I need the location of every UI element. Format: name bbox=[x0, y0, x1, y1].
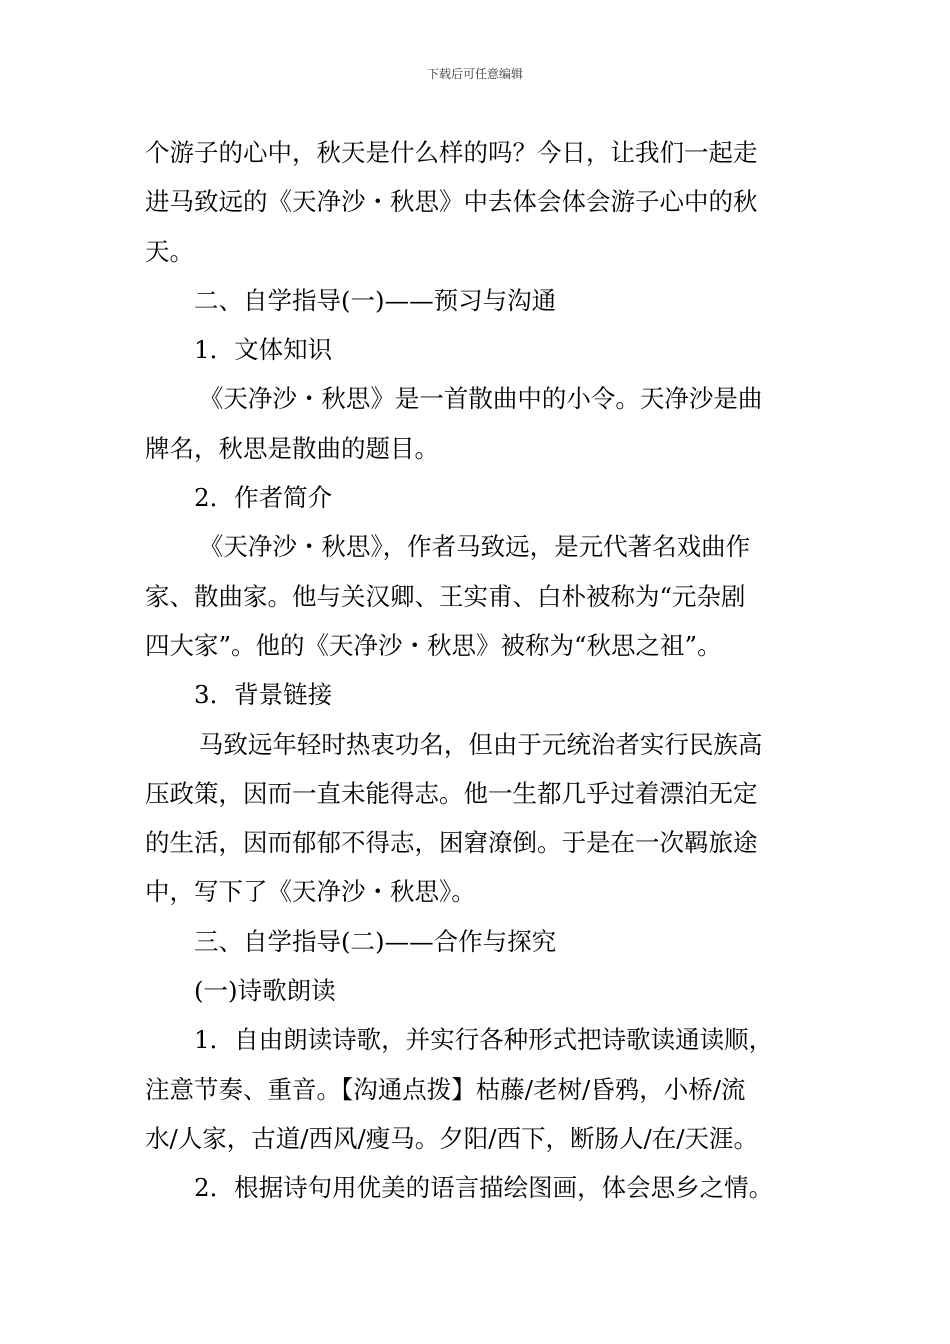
text-line: (一)诗歌朗读 bbox=[194, 976, 336, 1006]
text-line: 个游子的心中，秋天是什么样的吗？今日，让我们一起走 bbox=[145, 138, 758, 167]
document-body bbox=[145, 128, 810, 1213]
text-line: 《天净沙・秋思》是一首散曲中的小令。天净沙是曲 bbox=[198, 384, 763, 414]
subheading-genre-knowledge bbox=[145, 325, 810, 374]
paragraph-describe-picture bbox=[145, 1163, 810, 1212]
paragraph-author-intro bbox=[145, 522, 810, 670]
text-line: 注意节奏、重音。【沟通点拨】枯藤/老树/昏鸦，小桥/流 bbox=[145, 1074, 746, 1104]
page-header-note: 下载后可任意编辑 bbox=[426, 67, 523, 81]
text-line: 家、散曲家。他与关汉卿、王实甫、白朴被称为“元杂剧 bbox=[145, 581, 746, 611]
subheading-author-intro bbox=[145, 473, 810, 522]
paragraph-background bbox=[145, 720, 810, 917]
text-line: 四大家”。他的《天净沙・秋思》被称为“秋思之祖”。 bbox=[145, 630, 722, 660]
text-line: 2．作者简介 bbox=[194, 483, 333, 513]
text-line: 进马致远的《天净沙・秋思》中去体会体会游子心中的秋 bbox=[145, 187, 758, 217]
section-heading-self-study-1 bbox=[145, 276, 810, 325]
text-line: 1．文体知识 bbox=[194, 335, 333, 365]
subheading-poem-reading bbox=[145, 966, 810, 1015]
text-line: 水/人家，古道/西风/瘦马。夕阳/西下，断肠人/在/天涯。 bbox=[145, 1123, 759, 1153]
paragraph-genre-knowledge bbox=[145, 374, 810, 473]
text-line: 的生活，因而郁郁不得志，困窘潦倒。于是在一次羁旅途 bbox=[145, 828, 758, 858]
text-line: 2．根据诗句用优美的语言描绘图画，体会思乡之情。 bbox=[194, 1173, 774, 1203]
text-line: 三、自学指导(二)——合作与探究 bbox=[194, 926, 557, 956]
paragraph-free-reading bbox=[145, 1015, 810, 1163]
text-line: 3．背景链接 bbox=[194, 680, 333, 710]
text-line: 牌名，秋思是散曲的题目。 bbox=[145, 433, 439, 463]
subheading-background bbox=[145, 670, 810, 719]
paragraph-intro bbox=[145, 128, 810, 276]
text-line: 二、自学指导(一)——预习与沟通 bbox=[194, 285, 557, 315]
text-line: 《天净沙・秋思》，作者马致远，是元代著名戏曲作 bbox=[198, 532, 751, 562]
text-line: 中，写下了《天净沙・秋思》。 bbox=[145, 877, 476, 907]
text-line: 马致远年轻时热衷功名，但由于元统治者实行民族高 bbox=[198, 729, 763, 759]
text-line: 天。 bbox=[145, 236, 194, 266]
section-heading-self-study-2 bbox=[145, 917, 810, 966]
text-line: 1．自由朗读诗歌，并实行各种形式把诗歌读通读顺， bbox=[194, 1025, 774, 1055]
text-line: 压政策，因而一直未能得志。他一生都几乎过着漂泊无定 bbox=[145, 778, 758, 808]
